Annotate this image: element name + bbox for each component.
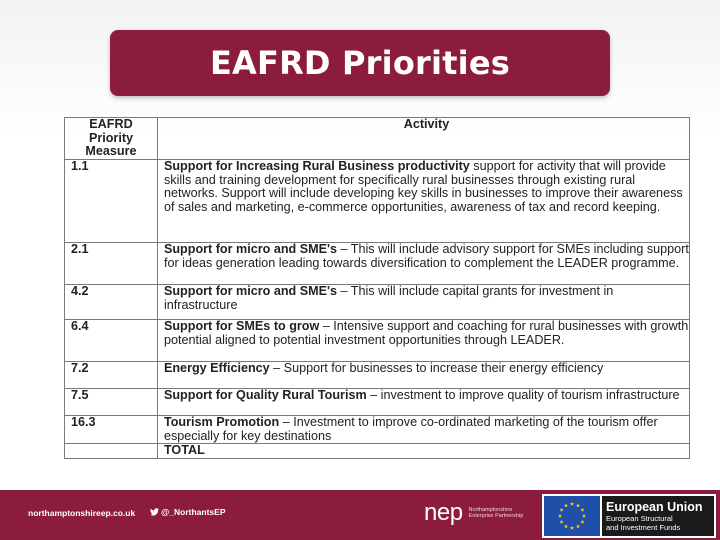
eu-star-icon	[570, 502, 574, 506]
activity-cell	[157, 416, 689, 444]
activity-description: – investment to improve quality of tourism infrastructure	[366, 388, 680, 402]
eu-star-icon	[570, 526, 574, 530]
eu-text-block	[602, 496, 714, 536]
activity-lead: Support for micro and SME's	[163, 284, 337, 298]
eu-star-icon	[580, 520, 584, 524]
eu-funding-logo	[542, 494, 716, 538]
title-banner	[110, 30, 610, 96]
activity-lead: Support for SMEs to grow	[163, 319, 320, 333]
nep-logo-sub1: Northamptonshire	[468, 506, 513, 513]
activity-cell	[157, 243, 689, 285]
activity-lead: Support for Increasing Rural Business productivity	[163, 159, 470, 173]
header-activity: Activity	[157, 118, 689, 160]
activity-description: – Support for businesses to increase their energy efficiency	[269, 361, 604, 375]
table-row	[65, 444, 690, 459]
eu-star-icon	[558, 514, 562, 518]
measure-cell: 6.4	[65, 320, 158, 362]
eu-star-icon	[564, 524, 568, 528]
activity-description: support for activity that will provide skills and training development for specifically rural businesses through existing rural networks. Support will include developing key skills in businesses to improve their awareness of sales and marketing, e-commerce opportunities, awareness of tax and record keeping.	[163, 159, 683, 214]
twitter-handle[interactable]	[150, 507, 226, 517]
eu-title: European Union	[606, 500, 703, 514]
eu-star-icon	[560, 508, 564, 512]
activity-cell	[157, 389, 689, 416]
nep-logo-text: nep	[424, 499, 463, 526]
eu-line2: and Investment Funds	[606, 523, 681, 532]
activity-description: – Intensive support and coaching for rural businesses with growth potential aligned to potential investment opportunities through LEADER.	[163, 319, 689, 347]
measure-cell: 4.2	[65, 285, 158, 320]
activity-lead: Support for Quality Rural Tourism	[163, 388, 367, 402]
table-row	[65, 362, 690, 389]
twitter-handle-text: @_NorthantsEP	[161, 507, 226, 517]
activity-lead: Energy Efficiency	[163, 361, 270, 375]
eu-star-icon	[564, 503, 568, 507]
eu-star-icon	[576, 524, 580, 528]
measure-cell: 7.5	[65, 389, 158, 416]
website-link[interactable]: northamptonshireep.co.uk	[28, 508, 136, 518]
table-row	[65, 243, 690, 285]
table-row	[65, 285, 690, 320]
activity-description: – This will include capital grants for investment in infrastructure	[163, 284, 614, 312]
activity-lead: Tourism Promotion	[163, 415, 280, 429]
measure-cell: 1.1	[65, 160, 158, 243]
nep-logo	[424, 499, 523, 527]
activity-lead: TOTAL	[163, 443, 205, 458]
eu-star-icon	[560, 520, 564, 524]
eu-star-icon	[576, 503, 580, 507]
priorities-table	[64, 117, 690, 459]
table-row	[65, 320, 690, 362]
activity-lead: Support for micro and SME's	[163, 242, 337, 256]
table-header-row	[65, 118, 690, 160]
activity-cell	[157, 320, 689, 362]
measure-cell: 7.2	[65, 362, 158, 389]
table-row	[65, 389, 690, 416]
twitter-bird-icon	[150, 508, 159, 516]
measure-cell	[65, 444, 158, 459]
header-measure: EAFRD Priority Measure	[65, 118, 158, 160]
table-row	[65, 416, 690, 444]
eu-star-icon	[580, 508, 584, 512]
measure-cell: 16.3	[65, 416, 158, 444]
priorities-table-container	[64, 117, 690, 457]
activity-cell	[157, 362, 689, 389]
activity-cell	[157, 285, 689, 320]
page-title: EAFRD Priorities	[210, 44, 510, 82]
measure-cell: 2.1	[65, 243, 158, 285]
activity-description: – Investment to improve co-ordinated marketing of the tourism offer especially for key destinations	[163, 415, 658, 443]
activity-cell	[157, 444, 689, 459]
activity-cell	[157, 160, 689, 243]
eu-star-icon	[582, 514, 586, 518]
nep-logo-sub2: Enterprise Partnership	[468, 513, 524, 519]
eu-line1: European Structural	[606, 514, 673, 523]
table-row	[65, 160, 690, 243]
eu-flag-icon	[544, 496, 600, 536]
activity-description: – This will include advisory support for SMEs including support for ideas generation leading towards diversification to complement the LEADER programme.	[163, 242, 689, 270]
